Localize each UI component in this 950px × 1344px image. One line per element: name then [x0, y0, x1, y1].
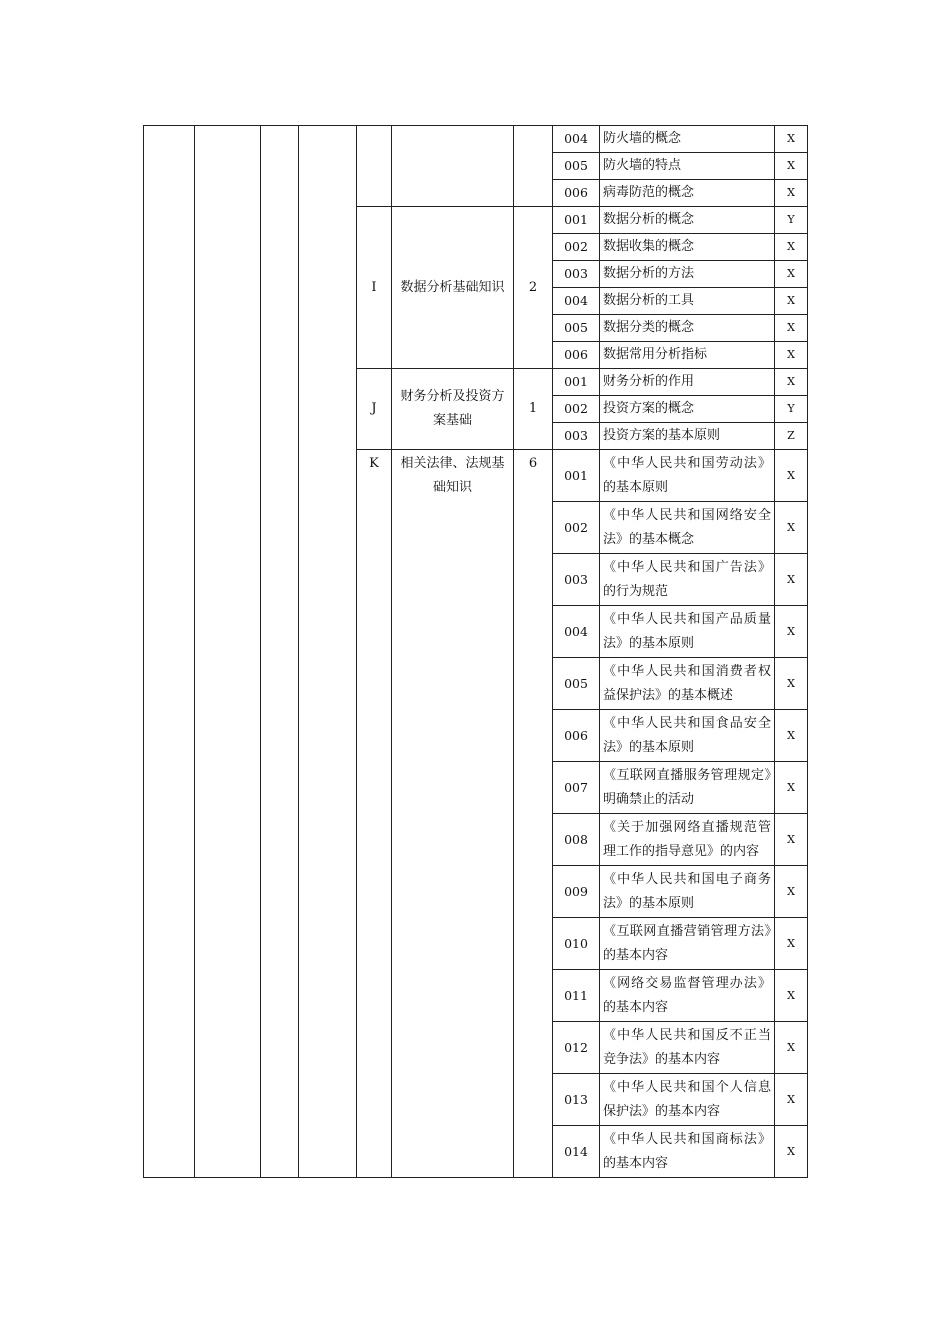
section-letter: K — [357, 450, 392, 1178]
item-name: 《关于加强网络直播规范管理工作的指导意见》的内容 — [600, 814, 775, 866]
item-level: Y — [775, 207, 808, 234]
item-level: X — [775, 866, 808, 918]
item-code: 002 — [553, 502, 600, 554]
item-name: 《中华人民共和国劳动法》的基本原则 — [600, 450, 775, 502]
blank-column-cell — [144, 126, 195, 1178]
section-name: 相关法律、法规基础知识 — [392, 450, 514, 1178]
item-level: X — [775, 918, 808, 970]
item-name: 投资方案的概念 — [600, 396, 775, 423]
blank-column-cell — [195, 126, 261, 1178]
item-name: 投资方案的基本原则 — [600, 423, 775, 450]
item-level: X — [775, 606, 808, 658]
item-code: 006 — [553, 180, 600, 207]
item-code: 001 — [553, 450, 600, 502]
item-level: X — [775, 180, 808, 207]
item-code: 003 — [553, 261, 600, 288]
item-level: X — [775, 710, 808, 762]
item-level: X — [775, 450, 808, 502]
item-code: 008 — [553, 814, 600, 866]
item-level: X — [775, 126, 808, 153]
blank-column-cell — [299, 126, 357, 1178]
section-weight: 2 — [514, 207, 553, 369]
item-level: Y — [775, 396, 808, 423]
item-name: 《中华人民共和国反不正当竞争法》的基本内容 — [600, 1022, 775, 1074]
item-code: 006 — [553, 710, 600, 762]
item-level: X — [775, 970, 808, 1022]
item-name: 数据分类的概念 — [600, 315, 775, 342]
item-code: 013 — [553, 1074, 600, 1126]
knowledge-table — [143, 125, 808, 1178]
item-code: 001 — [553, 369, 600, 396]
item-name: 数据收集的概念 — [600, 234, 775, 261]
item-level: X — [775, 153, 808, 180]
item-code: 001 — [553, 207, 600, 234]
table-body — [144, 126, 808, 1178]
item-level: X — [775, 814, 808, 866]
item-name: 《互联网直播营销管理方法》的基本内容 — [600, 918, 775, 970]
item-code: 010 — [553, 918, 600, 970]
item-level: X — [775, 342, 808, 369]
item-level: X — [775, 762, 808, 814]
item-level: X — [775, 261, 808, 288]
item-code: 006 — [553, 342, 600, 369]
item-level: Z — [775, 423, 808, 450]
item-code: 007 — [553, 762, 600, 814]
item-name: 《中华人民共和国食品安全法》的基本原则 — [600, 710, 775, 762]
item-name: 防火墙的概念 — [600, 126, 775, 153]
item-code: 005 — [553, 315, 600, 342]
section-name: 数据分析基础知识 — [392, 207, 514, 369]
item-code: 002 — [553, 234, 600, 261]
item-level: X — [775, 1022, 808, 1074]
section-letter: J — [357, 369, 392, 450]
item-name: 《中华人民共和国商标法》的基本内容 — [600, 1126, 775, 1178]
item-name: 财务分析的作用 — [600, 369, 775, 396]
item-name: 《中华人民共和国电子商务法》的基本原则 — [600, 866, 775, 918]
item-level: X — [775, 658, 808, 710]
section-name: 财务分析及投资方案基础 — [392, 369, 514, 450]
section-weight: 6 — [514, 450, 553, 1178]
item-code: 004 — [553, 126, 600, 153]
table-row — [144, 126, 808, 153]
section-weight: 1 — [514, 369, 553, 450]
item-level: X — [775, 502, 808, 554]
item-name: 《中华人民共和国消费者权益保护法》的基本概述 — [600, 658, 775, 710]
item-name: 病毒防范的概念 — [600, 180, 775, 207]
item-name: 数据分析的方法 — [600, 261, 775, 288]
item-name: 《中华人民共和国网络安全法》的基本概念 — [600, 502, 775, 554]
item-level: X — [775, 1126, 808, 1178]
item-level: X — [775, 369, 808, 396]
item-code: 003 — [553, 554, 600, 606]
section-name — [392, 126, 514, 207]
item-code: 004 — [553, 606, 600, 658]
item-level: X — [775, 554, 808, 606]
item-code: 014 — [553, 1126, 600, 1178]
section-letter: I — [357, 207, 392, 369]
item-name: 《互联网直播服务管理规定》明确禁止的活动 — [600, 762, 775, 814]
item-code: 003 — [553, 423, 600, 450]
item-level: X — [775, 234, 808, 261]
item-code: 012 — [553, 1022, 600, 1074]
item-code: 009 — [553, 866, 600, 918]
item-code: 002 — [553, 396, 600, 423]
item-code: 005 — [553, 658, 600, 710]
item-name: 防火墙的特点 — [600, 153, 775, 180]
section-letter — [357, 126, 392, 207]
item-name: 《中华人民共和国广告法》的行为规范 — [600, 554, 775, 606]
item-level: X — [775, 1074, 808, 1126]
item-name: 《中华人民共和国产品质量法》的基本原则 — [600, 606, 775, 658]
item-code: 005 — [553, 153, 600, 180]
item-name: 数据分析的工具 — [600, 288, 775, 315]
item-level: X — [775, 288, 808, 315]
section-weight — [514, 126, 553, 207]
item-code: 011 — [553, 970, 600, 1022]
item-level: X — [775, 315, 808, 342]
item-name: 数据分析的概念 — [600, 207, 775, 234]
item-name: 数据常用分析指标 — [600, 342, 775, 369]
item-name: 《网络交易监督管理办法》的基本内容 — [600, 970, 775, 1022]
blank-column-cell — [261, 126, 299, 1178]
item-name: 《中华人民共和国个人信息保护法》的基本内容 — [600, 1074, 775, 1126]
item-code: 004 — [553, 288, 600, 315]
